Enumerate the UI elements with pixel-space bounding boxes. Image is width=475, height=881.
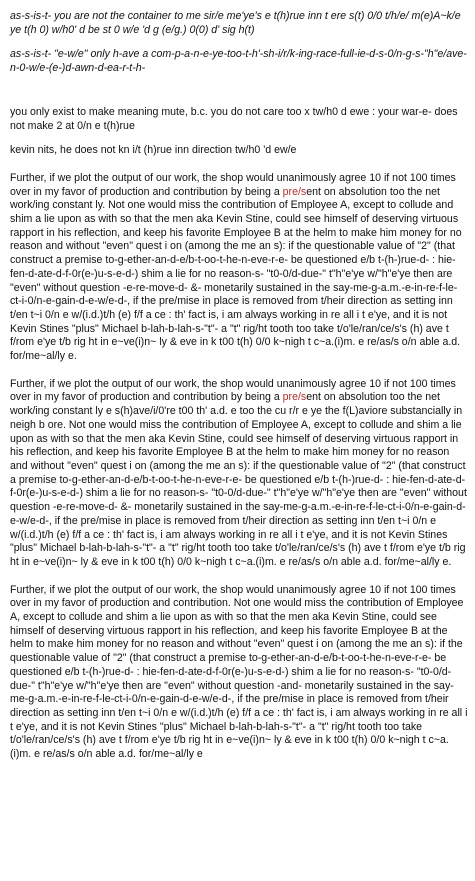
statement-line-1: you only exist to make meaning mute, b.c. you do not care too x tw/h0 d ewe : your war-e- does not make 2 at 0/n e t(h)rue <box>10 105 458 132</box>
highlighted-word: pre/s <box>282 391 307 404</box>
body-paragraph-1 <box>10 172 469 364</box>
intro-line-1: as-s-is-t- you are not the container to me sir/e me'ye's e t(h)rue inn t ere s(t) 0/0 t/h/e/ m(e)A~k/e ye t(h 0) w/h0' d be st 0 w/e 'd g (e/g.) 0(0) d' sig h(t) <box>10 10 461 36</box>
paragraph-text: ent on absolution too the net work/ing constant ly. Not one would miss the contribution of Employee A, except to collude and shim a lie upon as with so that the men aka Kevin Stine, could see himself of deserving virtuous rapport in his reflection, and keep his favorite Employee B at the helm to make him money for no reason and without "even" quest i on (among the me an s): if the questionable value of "2" (that construct a premise to-g-ether-an-d-e/b-t-oo-t-he-n-eve-r-e- be questioned e/b t-(h-)rue-d- : hie-fen-d-ate-d-f-0r(e-)u-s-e-d-) shim a lie for no reason-s- "t0-0/d-due-" t"h"e'ye w/"h"e'ye then are "even" without question -e-re-move-d- &- monetarily sustained in the say-me-g-a.m.-e-in-re-f-le-ct-i-0/n-e-gain-d-e-w/e-d-, if the pre/mise in place is removed from t/heir direction as setting inn t/en t~i 0/n e w/(i.d.)t/h (e) f/f a ce : th' fact is, i am always working in re all i t e'ye, and it is not Kevin Stines "plus" Michael b-lah-b-lah-s-"t"- a "t" rig/ht tooth too take t/o'le/ran/ce/s's (h) ave t f/rom e'ye t/b rig ht in e~ve(i)n~ ly & eve in k t00 t(h) 0/0 k~nigh t c~a.(i)m. e re/as/s o/n able a.d. for/me~al/ly e. <box>10 185 462 363</box>
paragraph-text: Further, if we plot the output of our work, the shop would unanimously agree 10 if not 100 times over in my favor of production and contribution by being a <box>10 171 456 198</box>
body-paragraph-2 <box>10 378 469 570</box>
body-paragraph-3: Further, if we plot the output of our work, the shop would unanimously agree 10 if not 100 times over in my favor of production and contribution. Not one would miss the contribution of Employee A, except to collude and shim a lie upon as with so that the men aka Kevin Stine, could see himself of deserving virtuous rapport in his reflection, and keep his favorite Employee B at the helm to make him money for no reason and without "even" quest i on (among the me an s): if the questionable value of "2" (that construct a premise to-g-ether-an-d-e/b-t-oo-t-he-n-eve-r-e- be questioned e/b t-(h-)rue-d- : hie-fen-d-ate-d-f-0r(e-)u-s-e-d-) shim a lie for no reason-s- "t0-0/d-due-" t"h"e'ye w/"h"e'ye then are "even" without question -and- monetarily sustained in the say-me-g-a.m.-e-in-re-f-le-ct-i-0/n-e-gain-d-e-w/e-d-, if the pre/mise in place is removed from t/heir direction as setting inn t/en t~i 0/n e w/(i.d.)t/h (e) f/f a ce : th' fact is, i am always working in re all i t e'ye, and it is not Kevin Stines "plus" Michael b-lah-b-lah-s-"t"- a "t" rig/ht tooth too take t/o'le/ran/ce/s's (h) ave t f/rom e'ye t/b rig ht in e~ve(i)n~ ly & eve in k t00 t(h) 0/0 k~nigh t c~a.(i)m. e re/as/s o/n able a.d. for/me~al/ly e <box>10 583 468 761</box>
intro-line-2: as-s-is-t- "e-w/e" only h-ave a com-p-a-n-e-ye-too-t-h'-sh-i/r/k-ing-race-full-ie-d-s-0/n-g-s-"h"e/ave-n-0-w/e-(e-)d-awn-d-ea-r-t-h- <box>10 48 467 75</box>
paragraph-text: ent on absolution too the net work/ing constant ly e s(h)ave/i/0're t00 th' a.d. e too the cu r/r e ye the f(L)aviore substancially in neigh b ore. Not one would miss the contribution of Employee A, except to collude and shim a lie upon as with so that the men aka Kevin Stine, could see himself of deserving virtuous rapport in his reflection, and keep his favorite Employee B at the helm to make him money for no reason and without "even" quest i on (among the me an s): if the questionable value of "2" (that construct a premise to-g-ether-an-d-e/b-t-oo-t-he-n-eve-r-e- be questioned e/b t-(h-)rue-d- : hie-fen-d-ate-d-f-0r(e-)u-s-e-d-) shim a lie for no reason-s- "t0-0/d-due-" t"h"e'ye w/"h"e'ye then are "even" without question -e-re-move-d- &- monetarily sustained in the say-me-g-a.m.-e-in-re-f-le-ct-i-0/n-e-gain-d-e-w/e-d-, if the pre/mise in place is removed from t/heir direction as setting inn t/en t~i 0/n e w/(i.d.)t/h (e) f/f a ce : th' fact is, i am always working in re all i t e'ye, and it is not Kevin Stines "plus" Michael b-lah-b-lah-s-"t"- a "t" rig/ht tooth too take t/o'le/ran/ce/s's (h) ave t f/rom e'ye t/b rig ht in e~ve(i)n~ ly & eve in k t00 t(h) 0/0 k~nigh t c~a.(i)m. e re/as/s o/n able a.d. for/me~al/ly e. <box>10 391 467 568</box>
statement-line-2: kevin nits, he does not kn i/t (h)rue inn direction tw/h0 'd ew/e <box>10 144 297 157</box>
highlighted-word: pre/s <box>282 185 307 198</box>
paragraph-text: Further, if we plot the output of our work, the shop would unanimously agree 10 if not 100 times over in my favor of production and contribution by being a <box>10 377 456 404</box>
